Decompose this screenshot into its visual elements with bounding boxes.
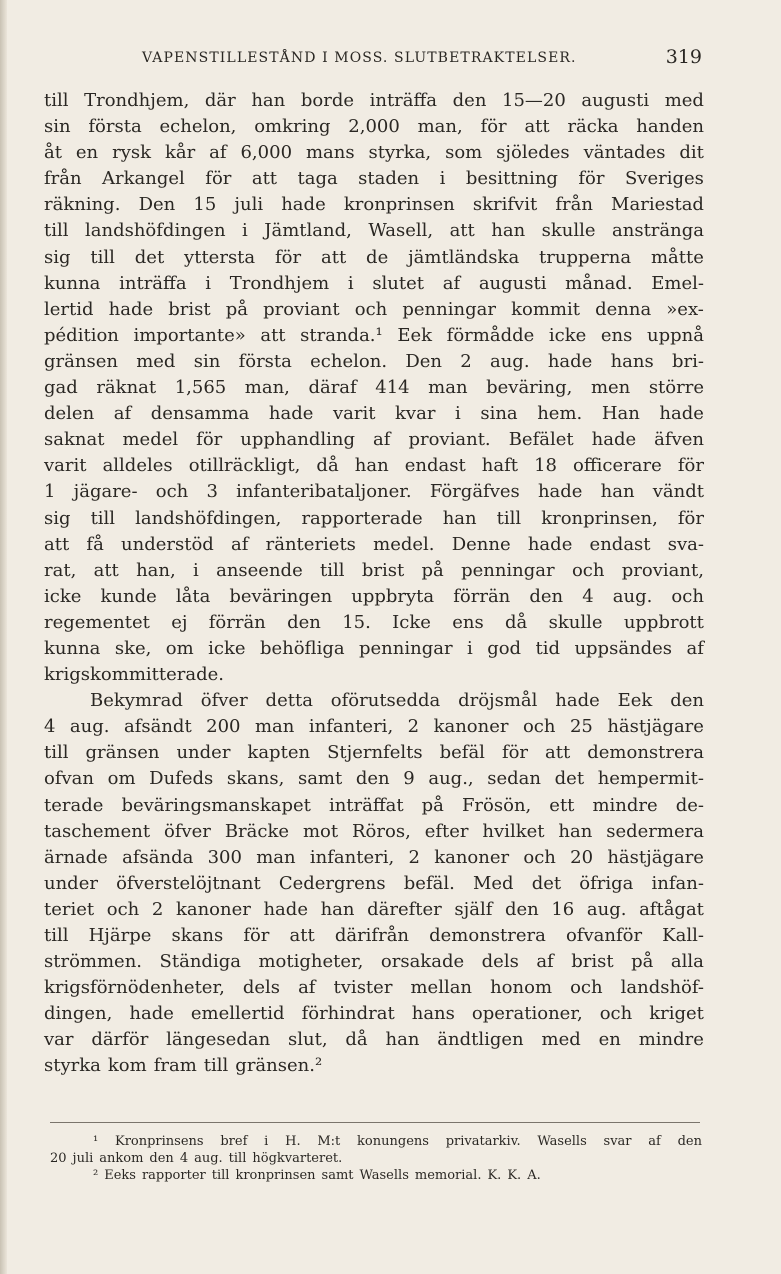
text-line: räkning. Den 15 juli hade kronprinsen skrifvit från Mariestad [44, 194, 704, 216]
footnote-rule [50, 1122, 700, 1123]
text-line: Bekymrad öfver detta oförutsedda dröjsmål hade Eek den [90, 690, 704, 712]
text-line: regementet ej förrän den 15. Icke ens då skulle uppbrott [44, 611, 704, 633]
text-line: krigskommitterade. [44, 664, 225, 686]
text-line: 4 aug. afsändt 200 man infanteri, 2 kanoner och 25 hästjägare [44, 716, 704, 738]
text-line: kunna inträffa i Trondhjem i slutet af augusti månad. Emel- [44, 272, 704, 294]
text-line: strömmen. Ständiga motigheter, orsakade dels af brist på alla [44, 951, 704, 973]
footnotes [50, 1133, 702, 1184]
text-line: delen af densamma hade varit kvar i sina hem. Han hade [44, 403, 704, 425]
text-line: varit alldeles otillräckligt, då han endast haft 18 officerare för [44, 455, 704, 477]
text-line: icke kunde låta beväringen uppbryta förrän den 4 aug. och [44, 585, 704, 607]
text-line: från Arkangel för att taga staden i besittning för Sveriges [44, 168, 704, 190]
text-line: åt en rysk kår af 6,000 mans styrka, som sjöledes väntades dit [44, 142, 704, 164]
text-line: ärnade afsända 300 man infanteri, 2 kanoner och 20 hästjägare [44, 846, 704, 868]
text-line: gad räknat 1,565 man, däraf 414 man beväring, men större [44, 377, 704, 399]
text-line: krigsförnödenheter, dels af tvister mellan honom och landshöf- [44, 977, 704, 999]
text-line: lertid hade brist på proviant och penningar kommit denna »ex- [44, 298, 704, 320]
text-line: sig till det yttersta för att de jämtländska trupperna måtte [44, 246, 704, 268]
text-line: styrka kom fram till gränsen.² [44, 1055, 323, 1077]
text-line: 1 jägare- och 3 infanteribataljoner. Förgäfves hade han vändt [44, 481, 704, 503]
text-line: ofvan om Dufeds skans, samt den 9 aug., sedan det hempermit- [44, 768, 704, 790]
text-line: pédition importante» att stranda.¹ Eek förmådde icke ens uppnå [44, 324, 704, 346]
text-line: var därför längesedan slut, då han ändtligen med en mindre [44, 1029, 704, 1051]
text-line: till Hjärpe skans för att därifrån demonstrera ofvanför Kall- [44, 925, 704, 946]
text-line: dingen, hade emellertid förhindrat hans operationer, och kriget [44, 1003, 704, 1025]
text-line: terade beväringsmanskapet inträffat på Frösön, ett mindre de- [44, 794, 704, 816]
body-text [44, 88, 704, 1080]
footnote-line: ² Eeks rapporter till kronprinsen samt Wasells memorial. K. K. A. [93, 1168, 541, 1183]
text-line: att få understöd af ränteriets medel. Denne hade endast sva- [44, 533, 704, 555]
text-line: saknat medel för upphandling af proviant. Befälet hade äfven [44, 429, 704, 451]
footnote-line: 20 juli ankom den 4 aug. till högkvarteret. [50, 1151, 343, 1166]
text-line: sig till landshöfdingen, rapporterade han till kronprinsen, för [44, 507, 704, 529]
text-line: till gränsen under kapten Stjernfelts befäl för att demonstrera [44, 742, 704, 764]
text-line: rat, att han, i anseende till brist på penningar och proviant, [44, 559, 704, 581]
running-head [44, 46, 702, 74]
text-line: till landshöfdingen i Jämtland, Wasell, att han skulle anstränga [44, 220, 704, 242]
text-line: kunna ske, om icke behöfliga penningar i god tid uppsändes af [44, 637, 704, 659]
text-line: under öfverstelöjtnant Cedergrens befäl. Med det öfriga infan- [44, 872, 704, 894]
text-line: till Trondhjem, där han borde inträffa den 15—20 augusti med [44, 90, 704, 111]
text-line: sin första echelon, omkring 2,000 man, för att räcka handen [44, 116, 704, 138]
footnote-line: ¹ Kronprinsens bref i H. M:t konungens privatarkiv. Wasells svar af den [93, 1134, 702, 1149]
text-line: gränsen med sin första echelon. Den 2 aug. hade hans bri- [44, 350, 704, 372]
text-line: teriet och 2 kanoner hade han därefter själf den 16 aug. aftågat [44, 898, 704, 920]
page-number: 319 [665, 46, 702, 68]
text-line: taschement öfver Bräcke mot Röros, efter hvilket han sedermera [44, 820, 704, 842]
page-binding-edge [0, 0, 7, 1274]
running-title: VAPENSTILLESTÅND I MOSS. SLUTBETRAKTELSER. [142, 50, 577, 66]
